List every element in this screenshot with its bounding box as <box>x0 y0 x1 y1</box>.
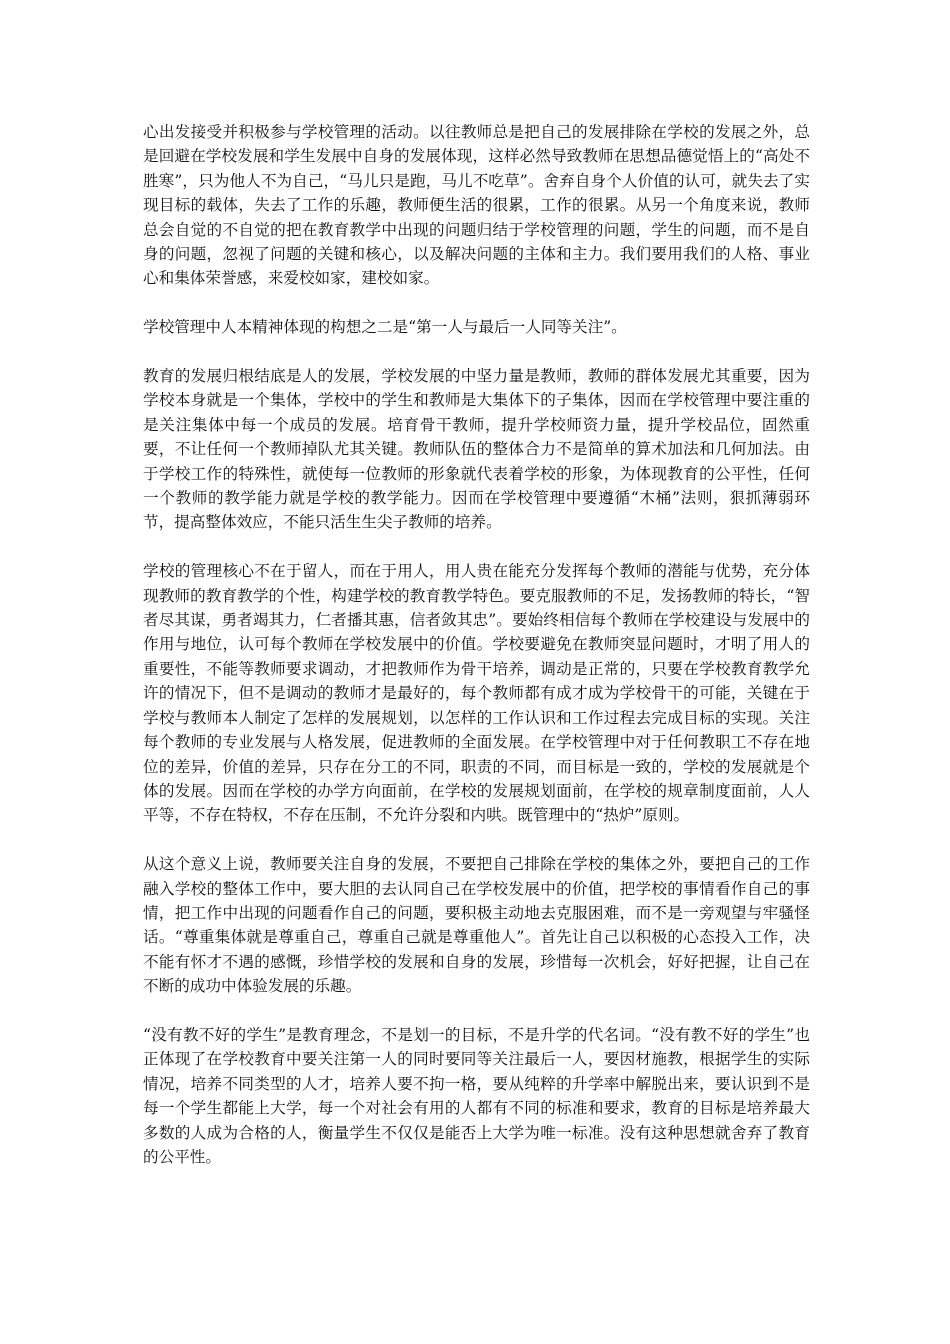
paragraph-3: 教育的发展归根结底是人的发展，学校发展的中坚力量是教师，教师的群体发展尤其重要，因为学校本身就是一个集体，学校中的学生和教师是大集体下的子集体，因而在学校管理中要注重的是关注集体中每一个成员的发展。培育骨干教师，提升学校师资力量，提升学校品位，固然重要，不让任何一个教师掉队尤其关键。教师队伍的整体合力不是简单的算术加法和几何加法。由于学校工作的特殊性，就使每一位教师的形象就代表着学校的形象，为体现教育的公平性，任何一个教师的教学能力就是学校的教学能力。因而在学校管理中要遵循“木桶”法则，狠抓薄弱环节，提高整体效应，不能只活生生尖子教师的培养。 <box>143 367 810 532</box>
paragraph-5: 从这个意义上说，教师要关注自身的发展，不要把自己排除在学校的集体之外，要把自己的工作融入学校的整体工作中，要大胆的去认同自己在学校发展中的价值，把学校的事情看作自己的事情，把工作中出现的问题看作自己的问题，要积极主动地去克服困难，而不是一旁观望与牢骚怪话。“尊重集体就是尊重自己，尊重自己就是尊重他人”。首先让自己以积极的心态投入工作，决不能有怀才不遇的感慨，珍惜学校的发展和自身的发展，珍惜每一次机会，好好把握，让自己在不断的成功中体验发展的乐趣。 <box>143 855 810 996</box>
paragraph-4: 学校的管理核心不在于留人，而在于用人，用人贵在能充分发挥每个教师的潜能与优势，充分体现教师的教育教学的个性，构建学校的教育教学特色。要克服教师的不足，发扬教师的特长，“智者尽其谋，勇者竭其力，仁者播其惠，信者敛其忠”。要始终相信每个教师在学校建设与发展中的作用与地位，认可每个教师在学校发展中的价值。学校要避免在教师突显问题时，才明了用人的重要性，不能等教师要求调动，才把教师作为骨干培养，调动是正常的，只要在学校教育教学允许的情况下，但不是调动的教师才是最好的，每个教师都有成才成为学校骨干的可能，关键在于学校与教师本人制定了怎样的发展规划，以怎样的工作认识和工作过程去完成目标的实现。关注每个教师的专业发展与人格发展，促进教师的全面发展。在学校管理中对于任何教职工不存在地位的差异，价值的差异，只存在分工的不同，职责的不同，而目标是一致的，学校的发展就是个体的发展。因而在学校的办学方向面前，在学校的发展规划面前，在学校的规章制度面前，人人平等，不存在特权，不存在压制，不允许分裂和内哄。既管理中的“热炉”原则。 <box>143 562 810 825</box>
paragraph-1: 心出发接受并积极参与学校管理的活动。以往教师总是把自己的发展排除在学校的发展之外，总是回避在学校发展和学生发展中自身的发展体现，这样必然导致教师在思想品德觉悟上的“高处不胜寒”，只为他人不为自己，“马儿只是跑，马儿不吃草”。舍弃自身个人价值的认可，就失去了实现目标的载体，失去了工作的乐趣，教师便生活的很累，工作的很累。从另一个角度来说，教师总会自觉的不自觉的把在教育教学中出现的问题归结于学校管理的问题，学生的问题，而不是自身的问题，忽视了问题的关键和核心，以及解决问题的主体和主力。我们要用我们的人格、事业心和集体荣誉感，来爱校如家，建校如家。 <box>143 123 810 288</box>
paragraph-2: 学校管理中人本精神体现的构想之二是“第一人与最后一人同等关注”。 <box>143 318 627 337</box>
paragraph-6: “没有教不好的学生”是教育理念，不是划一的目标，不是升学的代名词。“没有教不好的学生”也正体现了在学校教育中要关注第一人的同时要同等关注最后一人，要因材施教，根据学生的实际情况，培养不同类型的人才，培养人要不拘一格，要从纯粹的升学率中解脱出来，要认识到不是每一个学生都能上大学，每一个对社会有用的人都有不同的标准和要求，教育的目标是培养最大多数的人成为合格的人，衡量学生不仅仅是能否上大学为唯一标准。没有这种思想就舍弃了教育的公平性。 <box>143 1025 810 1166</box>
document-page <box>143 120 810 1194</box>
